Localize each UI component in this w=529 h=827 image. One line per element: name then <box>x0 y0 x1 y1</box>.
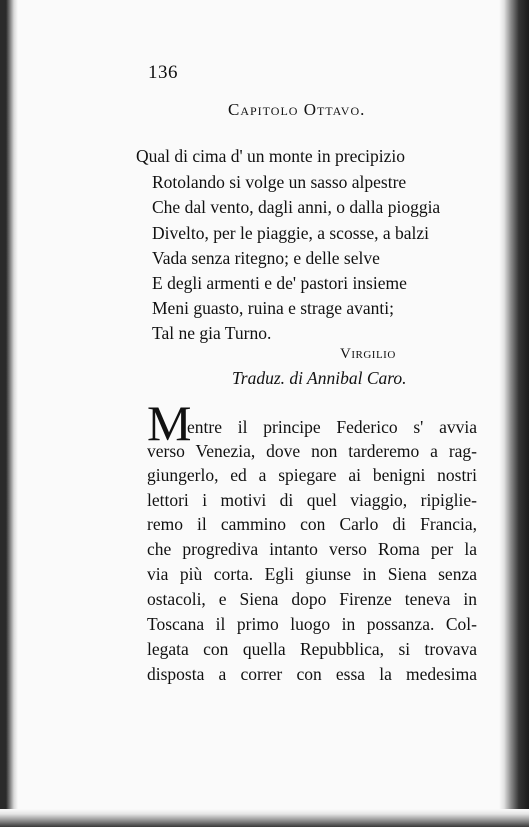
poem-line: E degli armenti e de' pastori insieme <box>152 273 407 293</box>
poem-line: Meni guasto, ruina e strage avanti; <box>152 298 395 318</box>
poem-line: Che dal vento, dagli anni, o dalla pioggia <box>152 197 441 217</box>
page-number: 136 <box>148 62 178 83</box>
prose-line: Toscana il primo luogo in possanza. Col- <box>147 614 477 634</box>
prose-line: che progrediva intanto verso Roma per la <box>147 539 477 559</box>
poem-line: Divelto, per le piaggie, a scosse, a balzi <box>152 223 429 243</box>
prose-line: ostacoli, e Siena dopo Firenze teneva in <box>147 589 477 609</box>
poem-line: Rotolando si volge un sasso alpestre <box>152 172 407 192</box>
poem-line: Qual di cima d' un monte in precipizio <box>136 146 405 166</box>
prose-line: giungerlo, ed a spiegare ai benigni nostri <box>147 465 477 485</box>
prose-line: via più corta. Egli giunse in Siena senza <box>147 564 477 584</box>
prose-line: legata con quella Repubblica, si trovava <box>147 639 477 659</box>
poem-translation-credit: Traduz. di Annibal Caro. <box>232 368 407 388</box>
poem-author: Virgilio <box>340 346 396 362</box>
prose-line: entre il principe Federico s' avvia <box>187 417 477 437</box>
chapter-title: Capitolo Ottavo. <box>228 100 366 119</box>
poem-line: Vada senza ritegno; e delle selve <box>152 248 380 268</box>
prose-line: remo il cammino con Carlo di Francia, <box>147 514 477 534</box>
drop-cap: M <box>147 395 192 451</box>
page-edge-right <box>499 0 529 827</box>
poem-line: Tal ne gia Turno. <box>152 323 272 343</box>
prose-line: disposta a correr con essa la medesima <box>147 664 477 684</box>
page-edge-bottom <box>0 809 529 827</box>
prose-line: lettori i motivi di quel viaggio, ripiglie- <box>147 490 477 510</box>
page-edge-left <box>0 0 18 827</box>
prose-line: verso Venezia, dove non tarderemo a rag- <box>147 441 477 461</box>
